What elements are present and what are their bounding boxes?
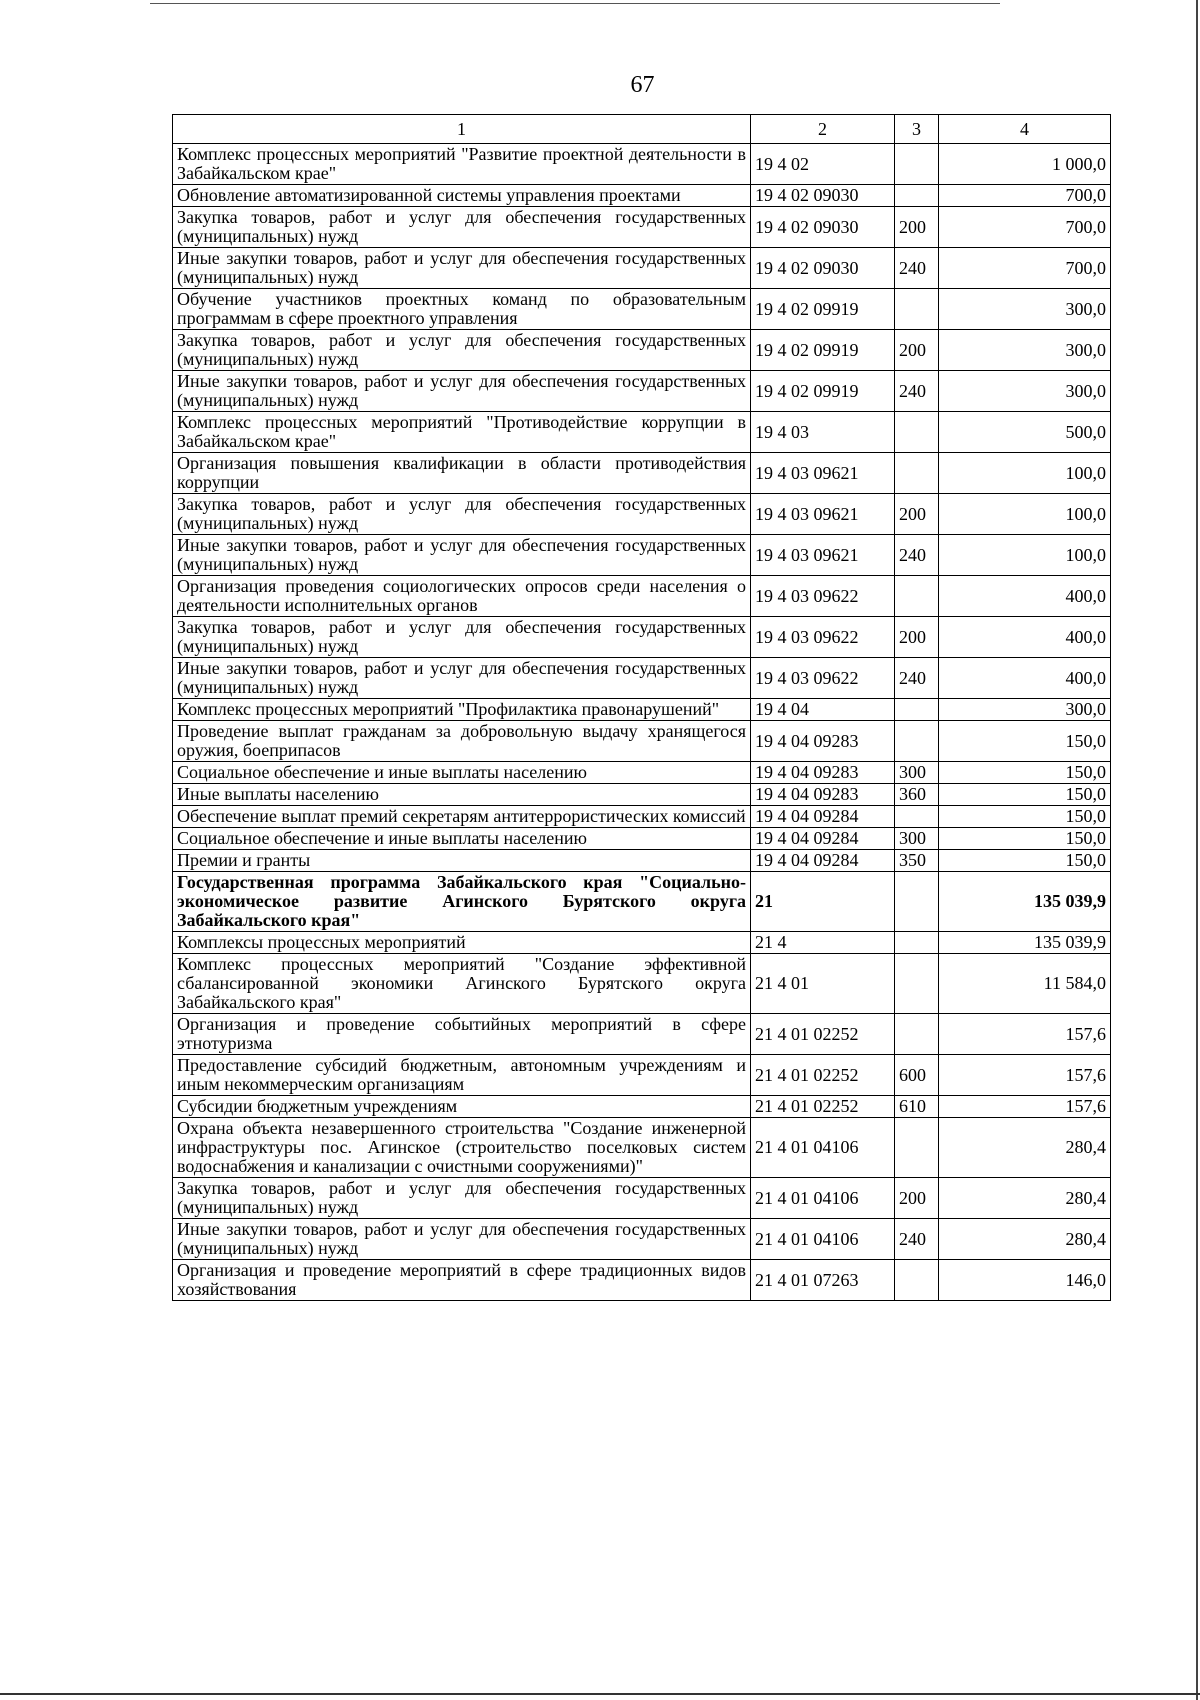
row-amount-cell: 135 039,9 xyxy=(939,932,1111,954)
row-amount-cell: 1 000,0 xyxy=(939,144,1111,185)
row-code-cell: 19 4 02 09919 xyxy=(751,330,895,371)
row-type-cell: 300 xyxy=(895,762,939,784)
row-name-cell: Организация и проведение мероприятий в сфере традиционных видов хозяйствования xyxy=(173,1260,751,1301)
row-code-cell: 19 4 02 xyxy=(751,144,895,185)
table-row xyxy=(173,453,1111,494)
row-amount-cell: 400,0 xyxy=(939,658,1111,699)
row-type-cell xyxy=(895,699,939,721)
row-code-cell: 19 4 02 09919 xyxy=(751,289,895,330)
table-row xyxy=(173,1178,1111,1219)
row-name-cell: Иные выплаты населению xyxy=(173,784,751,806)
row-code-cell: 21 4 01 04106 xyxy=(751,1219,895,1260)
row-code-cell: 21 4 01 04106 xyxy=(751,1178,895,1219)
row-code-cell: 19 4 03 09622 xyxy=(751,576,895,617)
table-row xyxy=(173,494,1111,535)
row-code-cell: 19 4 04 09283 xyxy=(751,784,895,806)
row-type-cell xyxy=(895,412,939,453)
row-name-cell: Предоставление субсидий бюджетным, автономным учреждениям и иным некоммерческим организациям xyxy=(173,1055,751,1096)
row-code-cell: 19 4 04 09284 xyxy=(751,828,895,850)
row-amount-cell: 150,0 xyxy=(939,784,1111,806)
table-row xyxy=(173,371,1111,412)
row-type-cell: 200 xyxy=(895,494,939,535)
row-type-cell: 600 xyxy=(895,1055,939,1096)
row-amount-cell: 157,6 xyxy=(939,1096,1111,1118)
table-row xyxy=(173,658,1111,699)
row-name-cell: Закупка товаров, работ и услуг для обеспечения государственных (муниципальных) нужд xyxy=(173,617,751,658)
row-code-cell: 19 4 03 09621 xyxy=(751,453,895,494)
row-type-cell xyxy=(895,872,939,932)
row-name-cell: Субсидии бюджетным учреждениям xyxy=(173,1096,751,1118)
row-type-cell: 300 xyxy=(895,828,939,850)
row-code-cell: 19 4 03 09621 xyxy=(751,494,895,535)
table-row xyxy=(173,535,1111,576)
row-name-cell: Обучение участников проектных команд по образовательным программам в сфере проектного управления xyxy=(173,289,751,330)
scan-border-top xyxy=(150,3,1000,4)
row-amount-cell: 300,0 xyxy=(939,371,1111,412)
row-type-cell xyxy=(895,185,939,207)
table-row xyxy=(173,617,1111,658)
row-name-cell: Иные закупки товаров, работ и услуг для обеспечения государственных (муниципальных) нужд xyxy=(173,658,751,699)
row-code-cell: 21 4 01 04106 xyxy=(751,1118,895,1178)
table-row xyxy=(173,784,1111,806)
table-row xyxy=(173,806,1111,828)
row-name-cell: Комплекс процессных мероприятий "Развитие проектной деятельности в Забайкальском крае" xyxy=(173,144,751,185)
table-row xyxy=(173,721,1111,762)
row-amount-cell: 700,0 xyxy=(939,185,1111,207)
row-type-cell: 610 xyxy=(895,1096,939,1118)
row-code-cell: 19 4 02 09919 xyxy=(751,371,895,412)
row-name-cell: Закупка товаров, работ и услуг для обеспечения государственных (муниципальных) нужд xyxy=(173,330,751,371)
row-type-cell xyxy=(895,453,939,494)
row-amount-cell: 150,0 xyxy=(939,721,1111,762)
table-row xyxy=(173,762,1111,784)
row-code-cell: 19 4 03 09622 xyxy=(751,617,895,658)
row-name-cell: Иные закупки товаров, работ и услуг для обеспечения государственных (муниципальных) нужд xyxy=(173,371,751,412)
row-amount-cell: 280,4 xyxy=(939,1118,1111,1178)
row-type-cell: 200 xyxy=(895,207,939,248)
row-name-cell: Организация проведения социологических опросов среди населения о деятельности исполнительных органов xyxy=(173,576,751,617)
row-name-cell: Организация повышения квалификации в области противодействия коррупции xyxy=(173,453,751,494)
row-amount-cell: 300,0 xyxy=(939,289,1111,330)
row-amount-cell: 135 039,9 xyxy=(939,872,1111,932)
row-type-cell: 360 xyxy=(895,784,939,806)
row-type-cell: 200 xyxy=(895,1178,939,1219)
table-row xyxy=(173,207,1111,248)
table-row xyxy=(173,1219,1111,1260)
table-body xyxy=(173,144,1111,1301)
row-type-cell xyxy=(895,1014,939,1055)
row-amount-cell: 700,0 xyxy=(939,248,1111,289)
row-type-cell xyxy=(895,1118,939,1178)
row-name-cell: Иные закупки товаров, работ и услуг для обеспечения государственных (муниципальных) нужд xyxy=(173,1219,751,1260)
row-code-cell: 19 4 02 09030 xyxy=(751,207,895,248)
row-code-cell: 19 4 04 09283 xyxy=(751,762,895,784)
table-header-row xyxy=(173,115,1111,144)
row-code-cell: 19 4 04 09283 xyxy=(751,721,895,762)
row-name-cell: Комплекс процессных мероприятий "Противодействие коррупции в Забайкальском крае" xyxy=(173,412,751,453)
table-row xyxy=(173,576,1111,617)
row-amount-cell: 157,6 xyxy=(939,1014,1111,1055)
table-row xyxy=(173,412,1111,453)
row-name-cell: Социальное обеспечение и иные выплаты населению xyxy=(173,762,751,784)
row-amount-cell: 100,0 xyxy=(939,494,1111,535)
row-name-cell: Премии и гранты xyxy=(173,850,751,872)
row-name-cell: Закупка товаров, работ и услуг для обеспечения государственных (муниципальных) нужд xyxy=(173,494,751,535)
row-type-cell xyxy=(895,144,939,185)
row-type-cell xyxy=(895,721,939,762)
table-row xyxy=(173,330,1111,371)
row-type-cell: 200 xyxy=(895,330,939,371)
row-amount-cell: 150,0 xyxy=(939,828,1111,850)
row-amount-cell: 100,0 xyxy=(939,535,1111,576)
row-name-cell: Проведение выплат гражданам за добровольную выдачу хранящегося оружия, боеприпасов xyxy=(173,721,751,762)
row-amount-cell: 150,0 xyxy=(939,806,1111,828)
table-row xyxy=(173,185,1111,207)
row-code-cell: 21 4 01 07263 xyxy=(751,1260,895,1301)
row-amount-cell: 280,4 xyxy=(939,1178,1111,1219)
row-code-cell: 19 4 04 09284 xyxy=(751,850,895,872)
table-row xyxy=(173,248,1111,289)
table-row xyxy=(173,1014,1111,1055)
row-type-cell: 200 xyxy=(895,617,939,658)
row-amount-cell: 400,0 xyxy=(939,617,1111,658)
row-name-cell: Комплекс процессных мероприятий "Профилактика правонарушений" xyxy=(173,699,751,721)
table-row xyxy=(173,1260,1111,1301)
row-type-cell: 240 xyxy=(895,1219,939,1260)
table-row xyxy=(173,872,1111,932)
row-amount-cell: 700,0 xyxy=(939,207,1111,248)
row-amount-cell: 300,0 xyxy=(939,699,1111,721)
row-amount-cell: 150,0 xyxy=(939,762,1111,784)
row-name-cell: Иные закупки товаров, работ и услуг для обеспечения государственных (муниципальных) нужд xyxy=(173,248,751,289)
row-name-cell: Комплекс процессных мероприятий "Создание эффективной сбалансированной экономики Агинского Бурятского округа Забайкальского края" xyxy=(173,954,751,1014)
row-code-cell: 21 xyxy=(751,872,895,932)
row-name-cell: Обеспечение выплат премий секретарям антитеррористических комиссий xyxy=(173,806,751,828)
table-row xyxy=(173,1055,1111,1096)
table-row xyxy=(173,954,1111,1014)
row-type-cell xyxy=(895,1260,939,1301)
row-code-cell: 21 4 01 xyxy=(751,954,895,1014)
row-amount-cell: 11 584,0 xyxy=(939,954,1111,1014)
row-code-cell: 19 4 04 xyxy=(751,699,895,721)
row-name-cell: Иные закупки товаров, работ и услуг для обеспечения государственных (муниципальных) нужд xyxy=(173,535,751,576)
column-header-type: 3 xyxy=(895,115,939,144)
row-code-cell: 19 4 04 09284 xyxy=(751,806,895,828)
row-type-cell xyxy=(895,806,939,828)
table-row xyxy=(173,699,1111,721)
column-header-code: 2 xyxy=(751,115,895,144)
table-row xyxy=(173,289,1111,330)
row-amount-cell: 280,4 xyxy=(939,1219,1111,1260)
budget-table xyxy=(172,114,1111,1301)
row-amount-cell: 100,0 xyxy=(939,453,1111,494)
row-name-cell: Государственная программа Забайкальского края "Социально-экономическое развитие Агинского Бурятского округа Забайкальского края" xyxy=(173,872,751,932)
table-row xyxy=(173,850,1111,872)
row-amount-cell: 300,0 xyxy=(939,330,1111,371)
row-type-cell: 240 xyxy=(895,535,939,576)
row-name-cell: Социальное обеспечение и иные выплаты населению xyxy=(173,828,751,850)
row-name-cell: Закупка товаров, работ и услуг для обеспечения государственных (муниципальных) нужд xyxy=(173,207,751,248)
column-header-amount: 4 xyxy=(939,115,1111,144)
row-type-cell: 350 xyxy=(895,850,939,872)
row-type-cell xyxy=(895,576,939,617)
row-name-cell: Охрана объекта незавершенного строительства "Создание инженерной инфраструктуры пос. Агинское (строительство поселковых систем водоснабжения и канализации с очистными сооружениями)" xyxy=(173,1118,751,1178)
row-type-cell xyxy=(895,289,939,330)
row-amount-cell: 157,6 xyxy=(939,1055,1111,1096)
row-code-cell: 21 4 xyxy=(751,932,895,954)
table-row xyxy=(173,1118,1111,1178)
row-amount-cell: 400,0 xyxy=(939,576,1111,617)
table-row xyxy=(173,1096,1111,1118)
scan-border-right xyxy=(1196,0,1198,1700)
row-amount-cell: 150,0 xyxy=(939,850,1111,872)
row-type-cell xyxy=(895,932,939,954)
row-amount-cell: 146,0 xyxy=(939,1260,1111,1301)
row-code-cell: 21 4 01 02252 xyxy=(751,1096,895,1118)
row-name-cell: Комплексы процессных мероприятий xyxy=(173,932,751,954)
row-amount-cell: 500,0 xyxy=(939,412,1111,453)
row-type-cell: 240 xyxy=(895,371,939,412)
table-row xyxy=(173,828,1111,850)
table-row xyxy=(173,144,1111,185)
page-number: 67 xyxy=(630,72,655,98)
row-code-cell: 19 4 03 09622 xyxy=(751,658,895,699)
row-type-cell: 240 xyxy=(895,248,939,289)
row-type-cell xyxy=(895,954,939,1014)
table-row xyxy=(173,932,1111,954)
row-name-cell: Обновление автоматизированной системы управления проектами xyxy=(173,185,751,207)
row-code-cell: 19 4 03 xyxy=(751,412,895,453)
row-type-cell: 240 xyxy=(895,658,939,699)
row-code-cell: 19 4 02 09030 xyxy=(751,248,895,289)
row-code-cell: 21 4 01 02252 xyxy=(751,1055,895,1096)
row-code-cell: 21 4 01 02252 xyxy=(751,1014,895,1055)
row-name-cell: Организация и проведение событийных мероприятий в сфере этнотуризма xyxy=(173,1014,751,1055)
row-code-cell: 19 4 03 09621 xyxy=(751,535,895,576)
row-code-cell: 19 4 02 09030 xyxy=(751,185,895,207)
column-header-name: 1 xyxy=(173,115,751,144)
row-name-cell: Закупка товаров, работ и услуг для обеспечения государственных (муниципальных) нужд xyxy=(173,1178,751,1219)
scan-border-bottom xyxy=(0,1693,1200,1695)
